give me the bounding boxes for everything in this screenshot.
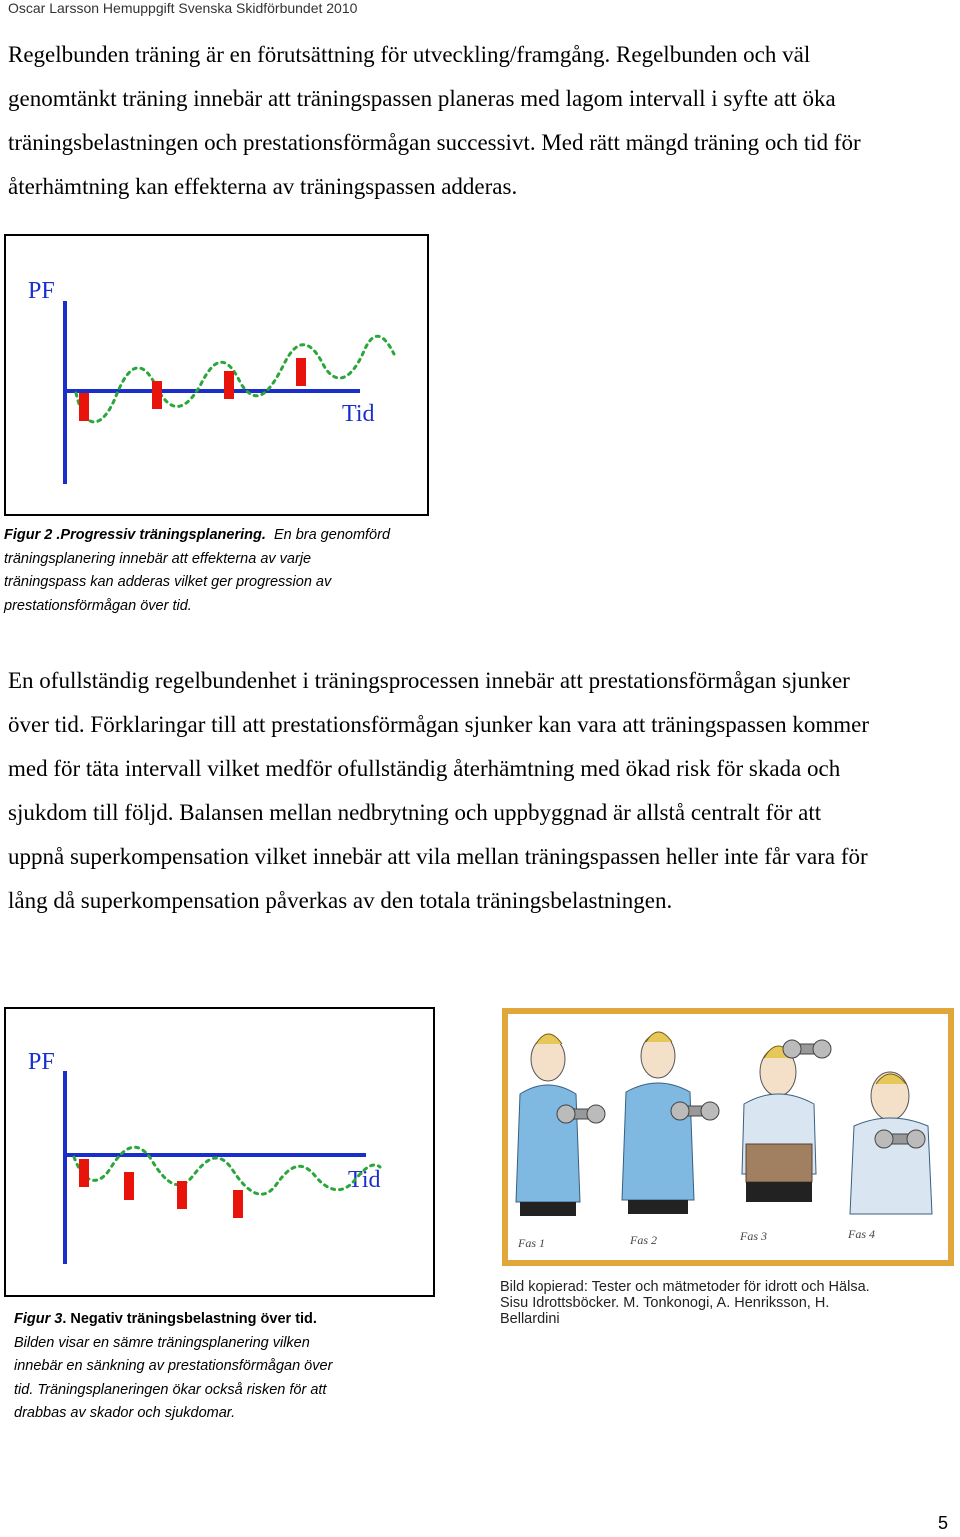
phase-4-figure <box>847 1072 932 1241</box>
figure-3-y-label: PF <box>28 1049 55 1075</box>
figure-2-caption-line: En bra genomförd <box>273 527 391 543</box>
training-phases-drawing <box>508 1014 948 1260</box>
figure-3-caption <box>14 1308 332 1426</box>
figure-3-caption-line: Bilden visar en sämre träningsplanering vilken <box>14 1334 310 1351</box>
figure-3-bar <box>79 1159 89 1187</box>
phase-1-figure <box>516 1034 605 1250</box>
figure-2-bar <box>296 358 306 386</box>
phase-1-label: Fas 1 <box>518 1236 545 1250</box>
intro-line: återhämtning kan effekterna av träningspassen adderas. <box>8 174 518 199</box>
figure-3-bar <box>233 1190 243 1218</box>
credit-line: Bild kopierad: Tester och mätmetoder för idrott och Hälsa. <box>500 1279 870 1295</box>
figure-2-x-label: Tid <box>342 401 375 427</box>
figure-2-bar <box>79 393 89 421</box>
figure-3 <box>4 1007 435 1297</box>
figure-2-caption-line: prestationsförmågan över tid. <box>4 597 192 614</box>
body-paragraph <box>8 659 958 923</box>
figure-3-caption-line: innebär en sänkning av prestationsförmågan över <box>14 1358 333 1374</box>
phase-3-figure <box>739 1040 831 1243</box>
page-header: Oscar Larsson Hemuppgift Svenska Skidförbundet 2010 <box>8 0 358 16</box>
training-phases-illustration <box>502 1008 954 1266</box>
intro-line: Regelbunden träning är en förutsättning för utveckling/framgång. Regelbunden och väl <box>8 42 811 67</box>
page-number: 5 <box>937 1513 948 1533</box>
figure-2-caption <box>4 524 390 618</box>
figure-3-bar <box>124 1172 134 1200</box>
figure-2 <box>4 234 429 516</box>
image-credit <box>500 1279 870 1327</box>
phase-2-label: Fas 2 <box>630 1233 657 1247</box>
figure-3-caption-line: tid. Träningsplaneringen ökar också risken för att <box>14 1381 327 1398</box>
body-line: sjukdom till följd. Balansen mellan nedbrytning och uppbyggnad är allstå centralt för att <box>8 800 822 825</box>
body-line: lång då superkompensation påverkas av den totala träningsbelastningen. <box>8 888 673 913</box>
figure-2-caption-line: träningsplanering innebär att effekterna av varje <box>4 550 312 567</box>
figure-2-bar <box>224 371 234 399</box>
body-line: med för täta intervall vilket medför ofullständig återhämtning med ökad risk för skada och <box>8 756 841 781</box>
phase-2-figure <box>622 1032 719 1247</box>
credit-line: Sisu Idrottsböcker. M. Tonkonogi, A. Henriksson, H. <box>500 1295 830 1311</box>
figure-3-caption-line: drabbas av skador och sjukdomar. <box>14 1405 236 1421</box>
body-line: En ofullständig regelbundenhet i träningsprocessen innebär att prestationsförmågan sjunker <box>8 668 850 693</box>
figure-2-bar <box>152 381 162 409</box>
figure-2-y-label: PF <box>28 278 55 304</box>
intro-line: träningsbelastningen och prestationsförmågan successivt. Med rätt mängd träning och tid för <box>8 130 861 155</box>
body-line: över tid. Förklaringar till att prestationsförmågan sjunker kan vara att träningspassen kommer <box>8 712 869 737</box>
figure-3-x-label: Tid <box>348 1167 381 1193</box>
figure-3-diagram <box>6 1009 437 1299</box>
figure-2-caption-line: träningspass kan adderas vilket ger progression av <box>4 574 332 590</box>
figure-2-caption-title: Figur 2 .Progressiv träningsplanering. <box>4 527 266 543</box>
intro-paragraph <box>8 33 958 209</box>
phase-4-label: Fas 4 <box>848 1227 875 1241</box>
body-line: uppnå superkompensation vilket innebär att vila mellan träningspassen heller inte får vara för <box>8 844 868 869</box>
intro-line: genomtänkt träning innebär att träningspassen planeras med lagom intervall i syfte att öka <box>8 86 836 111</box>
figure-3-caption-title: Figur 3. Negativ träningsbelastning över tid. <box>14 1311 317 1327</box>
phase-3-label: Fas 3 <box>740 1229 767 1243</box>
figure-3-bar <box>177 1181 187 1209</box>
figure-2-diagram <box>6 236 431 518</box>
credit-line: Bellardini <box>500 1311 560 1327</box>
